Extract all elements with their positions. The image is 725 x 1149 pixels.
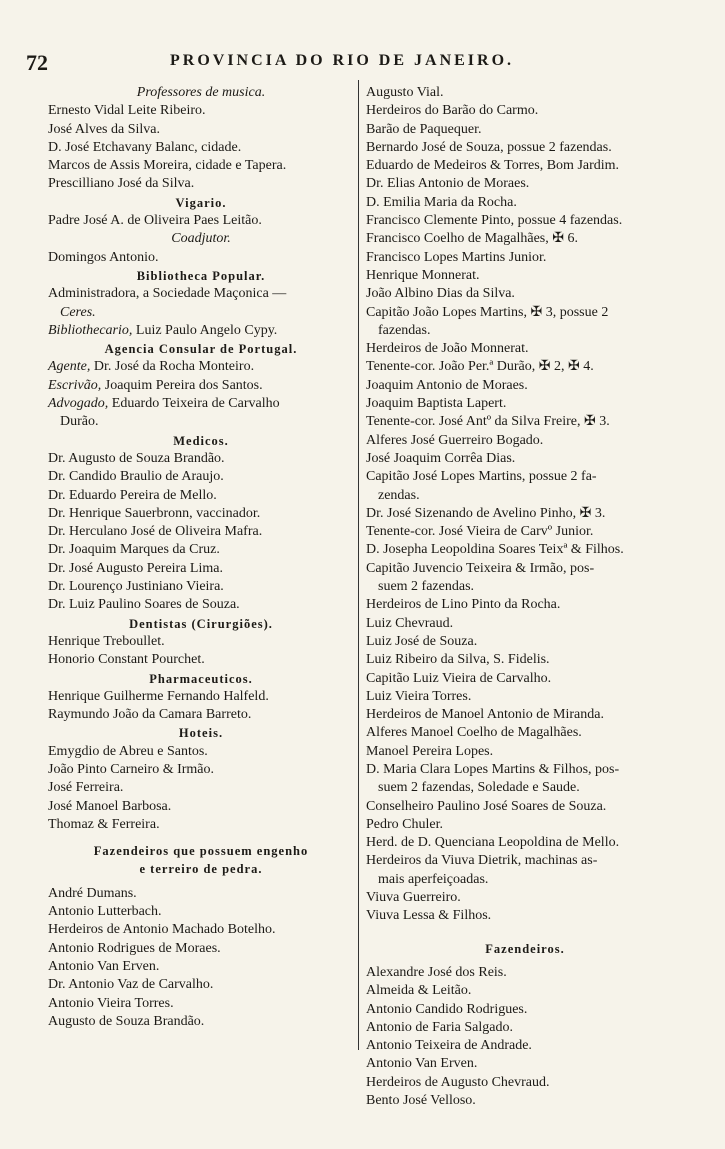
section-heading: Hoteis. (178, 726, 224, 741)
list-item: Dr. Elias Antonio de Moraes. (366, 176, 530, 192)
section-heading: Medicos. (173, 433, 229, 448)
page-header (0, 44, 725, 78)
list-item: José Joaquim Corrêa Dias. (366, 450, 516, 466)
list-item: Antonio Vieira Torres. (48, 995, 174, 1011)
list-item: Herdeiros de Manoel Antonio de Miranda. (366, 707, 604, 723)
list-item: Antonio Rodrigues de Moraes. (48, 940, 221, 956)
list-item: Bibliothecario, Luiz Paulo Angelo Cypy. (48, 322, 278, 338)
list-item: Joaquim Baptista Lapert. (366, 396, 507, 412)
role-label: Advogado, (48, 396, 109, 412)
list-item: Antonio Van Erven. (366, 1056, 478, 1072)
list-item: Capitão Juvencio Teixeira & Irmão, pos- (366, 560, 595, 576)
list-item: Dr. José Augusto Pereira Lima. (48, 560, 223, 576)
list-item: Capitão Luiz Vieira de Carvalho. (366, 670, 552, 686)
list-item: Eduardo de Medeiros & Torres, Bom Jardim. (366, 158, 620, 174)
list-item: Dr. Luiz Paulino Soares de Souza. (48, 597, 240, 613)
list-item: Antonio Teixeira de Andrade. (366, 1038, 532, 1054)
list-item: Luiz José de Souza. (366, 633, 478, 649)
section-heading: Bibliotheca Popular. (136, 268, 266, 283)
list-item: Advogado, Eduardo Teixeira de Carvalho (48, 396, 280, 412)
list-item: D. Maria Clara Lopes Martins & Filhos, pos- (366, 761, 620, 777)
section-heading: Coadjutor. (171, 231, 231, 247)
list-item: Alferes Manoel Coelho de Magalhães. (366, 725, 582, 741)
list-item: Luiz Ribeiro da Silva, S. Fidelis. (366, 652, 550, 668)
list-item: Tenente-cor. José Vieira de Carvº Junior. (366, 524, 594, 540)
list-item: Herd. de D. Quenciana Leopoldina de Mello. (366, 835, 620, 851)
list-item: Dr. Candido Braulio de Araujo. (48, 469, 224, 485)
list-item: Luiz Chevraud. (366, 615, 454, 631)
list-item: Herdeiros de João Monnerat. (366, 341, 529, 357)
list-item: Antonio de Faria Salgado. (366, 1019, 513, 1035)
section-heading: Dentistas (Cirurgiões). (129, 616, 273, 631)
section-heading: Fazendeiros. (485, 941, 565, 956)
list-item: Dr. Augusto de Souza Brandão. (48, 450, 225, 466)
list-item: Joaquim Antonio de Moraes. (366, 377, 528, 393)
list-item: Dr. Henrique Sauerbronn, vaccinador. (48, 505, 261, 521)
list-item: José Ferreira. (48, 780, 124, 796)
left-column (48, 84, 354, 1031)
list-item: Alferes José Guerreiro Bogado. (366, 432, 544, 448)
list-item: D. Emilia Maria da Rocha. (366, 194, 517, 210)
section-heading: Fazendeiros que possuem engenho (93, 844, 309, 859)
list-item: suem 2 fazendas, Soledade e Saude. (378, 780, 580, 796)
list-item: Herdeiros da Viuva Dietrik, machinas as- (366, 853, 598, 869)
list-item: Thomaz & Ferreira. (48, 816, 160, 832)
list-item: Raymundo João da Camara Barreto. (48, 707, 252, 723)
list-item: Francisco Lopes Martins Junior. (366, 249, 547, 265)
list-item: Durão. (60, 414, 99, 430)
list-item: Henrique Guilherme Fernando Halfeld. (48, 688, 269, 704)
list-item: André Dumans. (48, 885, 137, 901)
list-item: Alexandre José dos Reis. (366, 964, 507, 980)
list-item: Bernardo José de Souza, possue 2 fazendas. (366, 139, 612, 155)
list-item: Barão de Paquequer. (366, 121, 482, 137)
section-heading: Agencia Consular de Portugal. (104, 342, 298, 357)
list-item: Dr. Herculano José de Oliveira Mafra. (48, 524, 263, 540)
list-item: Henrique Monnerat. (366, 267, 480, 283)
page-number: 72 (26, 50, 48, 75)
list-item: Herdeiros do Barão do Carmo. (366, 103, 539, 119)
list-item: Prescilliano José da Silva. (48, 176, 195, 192)
list-item: Escrivão, Joaquim Pereira dos Santos. (48, 377, 263, 393)
list-item: D. Josepha Leopoldina Soares Teixª & Filhos. (366, 542, 624, 558)
section-heading: Professores de musica. (136, 85, 266, 100)
list-item: José Manoel Barbosa. (48, 798, 172, 814)
list-item: Ernesto Vidal Leite Ribeiro. (48, 103, 206, 119)
list-item: Dr. Lourenço Justiniano Vieira. (48, 579, 224, 595)
page-title: PROVINCIA DO RIO DE JANEIRO. (170, 52, 515, 69)
list-item: Dr. José Sizenando de Avelino Pinho, ✠ 3. (366, 505, 606, 521)
list-item: Luiz Vieira Torres. (366, 688, 472, 704)
list-item: Ceres. (60, 304, 96, 320)
list-item: Manoel Pereira Lopes. (366, 743, 494, 759)
list-item: D. José Etchavany Balanc, cidade. (48, 139, 242, 155)
list-item: Almeida & Leitão. (366, 983, 472, 999)
role-label: Bibliothecario, (48, 322, 133, 338)
list-item: João Pinto Carneiro & Irmão. (48, 761, 215, 777)
list-item: Capitão João Lopes Martins, ✠ 3, possue 2 (366, 304, 609, 320)
list-item: Tenente-cor. João Per.ª Durão, ✠ 2, ✠ 4. (366, 359, 594, 375)
list-item: Honorio Constant Pourchet. (48, 652, 205, 668)
role-label: Agente, (48, 359, 91, 375)
right-column (366, 84, 684, 1110)
list-item: Tenente-cor. José Antº da Silva Freire, ✠ 3. (366, 414, 610, 430)
list-item: Emygdio de Abreu e Santos. (48, 743, 208, 759)
column-divider (358, 80, 359, 1050)
list-item: Domingos Antonio. (48, 249, 159, 265)
list-item: Pedro Chuler. (366, 816, 443, 832)
list-item: Bento José Velloso. (366, 1093, 476, 1109)
list-item: suem 2 fazendas. (378, 579, 475, 595)
list-item: fazendas. (378, 322, 431, 338)
list-item: mais aperfeiçoadas. (378, 871, 489, 887)
list-item: Herdeiros de Lino Pinto da Rocha. (366, 597, 561, 613)
list-item: Dr. Joaquim Marques da Cruz. (48, 542, 220, 558)
list-item: Viuva Guerreiro. (366, 890, 461, 906)
list-item: Dr. Eduardo Pereira de Mello. (48, 487, 217, 503)
list-item: João Albino Dias da Silva. (366, 286, 515, 302)
section-heading: Vigario. (175, 195, 227, 210)
list-item: Antonio Van Erven. (48, 958, 160, 974)
list-item: Francisco Coelho de Magalhães, ✠ 6. (366, 231, 578, 247)
list-item: Marcos de Assis Moreira, cidade e Tapera. (48, 158, 287, 174)
role-label: Escrivão, (48, 377, 102, 393)
list-item: Padre José A. de Oliveira Paes Leitão. (48, 213, 262, 229)
list-item: Augusto Vial. (366, 85, 444, 100)
list-item: Administradora, a Sociedade Maçonica — (48, 286, 287, 302)
list-item: Herdeiros de Augusto Chevraud. (366, 1074, 550, 1090)
section-heading: e terreiro de pedra. (139, 862, 263, 877)
list-item: Dr. Antonio Vaz de Carvalho. (48, 977, 214, 993)
list-item: zendas. (378, 487, 420, 503)
list-item: Herdeiros de Antonio Machado Botelho. (48, 922, 276, 938)
list-item: Antonio Candido Rodrigues. (366, 1001, 528, 1017)
list-item: Conselheiro Paulino José Soares de Souza. (366, 798, 607, 814)
section-heading: Pharmaceuticos. (149, 671, 253, 686)
list-item: Capitão José Lopes Martins, possue 2 fa- (366, 469, 597, 485)
list-item: Antonio Lutterbach. (48, 904, 162, 920)
list-item: Viuva Lessa & Filhos. (366, 908, 492, 924)
list-item: Augusto de Souza Brandão. (48, 1013, 205, 1029)
list-item: Henrique Treboullet. (48, 633, 165, 649)
list-item: Francisco Clemente Pinto, possue 4 fazendas. (366, 213, 623, 229)
list-item: Agente, Dr. José da Rocha Monteiro. (48, 359, 255, 375)
list-item: José Alves da Silva. (48, 121, 160, 137)
